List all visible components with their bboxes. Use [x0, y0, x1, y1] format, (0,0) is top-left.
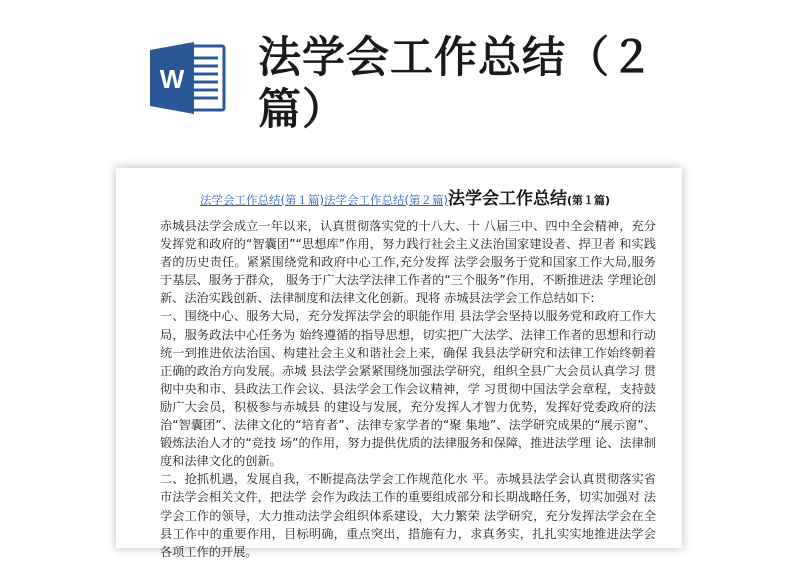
link-part-2[interactable]: 法学会工作总结(第２篇) — [323, 193, 448, 207]
document-body — [160, 217, 656, 561]
page-header — [0, 0, 800, 160]
word-icon-letter: W — [159, 64, 185, 94]
heading-main: 法学会工作总结 — [447, 189, 567, 209]
link-part-1[interactable]: 法学会工作总结(第１篇) — [199, 193, 324, 207]
paragraph: 二、抢抓机遇，发展自我，不断提高法学会工作规范化水 平。赤城县法学会认真贯彻落实省市法学会相关文件，把法学 会作为政法工作的重要组成部分和长期战略任务，切实加强对 法学会工作的领导，大力推动法学会组织体系建设，大力繁荣 法学研究，充分发挥法学会在全县工作中的重要作用，目标明确，重点突出，措施有力，求真务实，扎扎实实地推进法学会各项工作的开展。 — [160, 472, 656, 559]
heading-sub: (第１篇) — [566, 194, 611, 207]
word-document-icon — [148, 40, 226, 116]
paragraph: 一、围绕中心、服务大局，充分发挥法学会的职能作用 县法学会坚持以服务党和政府工作大局，服务政法中心任务为 始终遵循的指导思想，切实把广大法学、法律工作者的思想和行动统一到推进依法治国、构建社会主义和谐社会上来，确保 我县法学研究和法律工作始终朝着正确的政治方向发展。赤城 县法学会紧紧围绕加强法学研究，组织全县广大会员认真学习 贯彻中央和市、县政法工作会议、县法学会工作会议精神，学 习贯彻中国法学会章程，支持鼓励广大会员，积极参与赤城县 的建设与发展，充分发挥人才智力优势，发挥好党委政府的法 治“智囊团”、法律文化的“培育者”、法律专家学者的“聚 集地”、法学研究成果的“展示窗”、锻炼法治人才的“竞技 场”的作用，努力提供优质的法律服务和保障，推进法学理 论、法律制度和法律文化的创新。 — [160, 309, 656, 469]
paragraph: 赤城县法学会成立一年以来，认真贯彻落实党的十八大、十 八届三中、四中全会精神，充分发挥党和政府的“智囊团”“思想库”作用，努力践行社会主义法治国家建设者、捍卫者 和实践者的历史责任。紧紧围绕党和政府中心工作,充分发挥 法学会服务于党和国家工作大局,服务于基层、服务于群众， 服务于广大法学法律工作者的“三个服务”作用，不断推进法 学理论创新、法治实践创新、法律制度和法律文化创新。现将 赤城县法学会工作总结如下: — [160, 219, 656, 306]
page-title: 法学会工作总结（２篇） — [258, 33, 654, 135]
document-heading — [154, 188, 656, 212]
document-page — [116, 168, 682, 559]
